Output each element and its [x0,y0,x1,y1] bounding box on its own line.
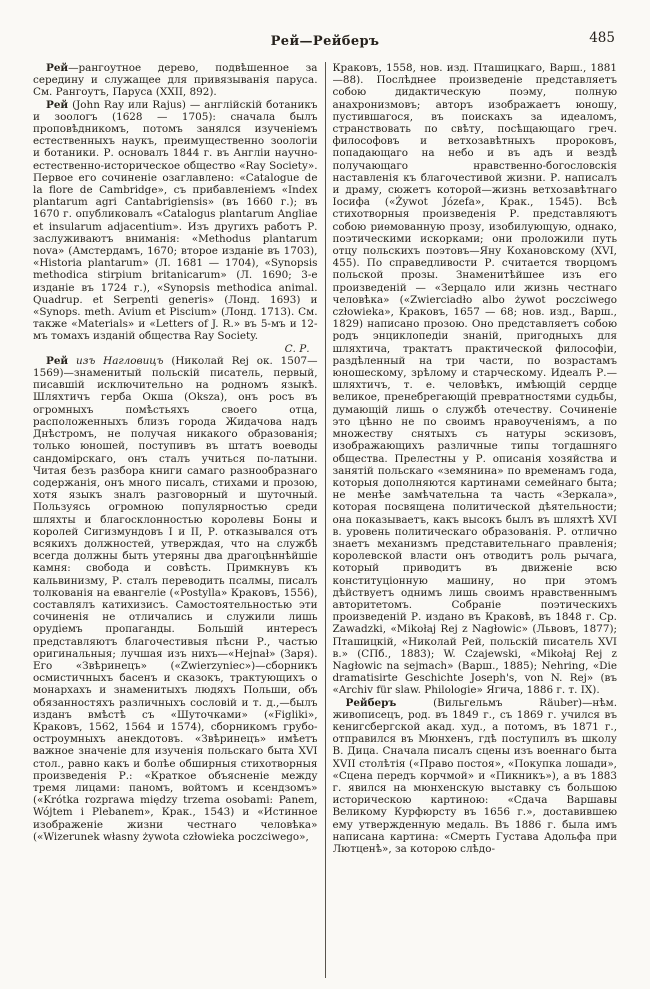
column-divider [325,62,326,978]
running-header-title: Рей—Рейберъ [270,34,380,49]
entry-headword: Рейберъ [345,696,397,709]
page-number: 485 [589,30,615,46]
entry-rei-spar: Рей—рангоутное дерево, подвѣшенное за середину и служащее для привязыванія паруса. См. Рангоутъ, Паруса (XXII, 892). [33,62,318,99]
entry-headword: Рей [46,62,69,74]
entry-rei-john-ray: Рей (John Ray или Rajus) — англійскій ботаникъ и зоологъ (1628 — 1705): сначала былъ проповѣдникомъ, потомъ занялся изученіемъ естественныхъ наукъ, преимущественно зоологіи и ботаники. Р. основалъ 1844 г. въ Англіи научно-естественно-историческое общество «Ray Society». Первое его сочиненіе озаглавлено: «Catalogue de la flore de Cambridge», съ прибавленіемъ «Index plantarum agri Cantabrigiensis» (въ 1660 г.); въ 1670 г. опубликовалъ «Catalogus plantarum Angliae et insularum adjacentium». Изъ другихъ работъ Р. заслуживаютъ вниманія: «Methodus plantarum nova» (Амстердамъ, 1670; второе изданіе въ 1703), «Historia plantarum» (Л. 1681 — 1704), «Synopsis methodica stirpium britanicarum» (Л. 1690; 3-е изданіе въ 1724 г.), «Synopsis methodica animal. Quadrup. et Serpenti generis» (Лонд. 1693) и «Synops. meth. Avium et Piscium» (Лонд. 1713). См. также «Materials» и «Letters of J. R.» въ 5-мъ и 12-мъ томахъ изданій общества Ray Society. [33,98,318,343]
author-signature: С. Р. [284,342,310,355]
entry-rei-iz-naglovits: Рей изъ Нагловицъ (Николай Rej ок. 1507—1569)—знаменитый польскій писатель, первый, писавшій исключительно на родномъ языкѣ. Шляхтичъ герба Окша (Oksza), онъ росъ въ огромныхъ помѣстьяхъ своего отца, расположенныхъ близъ города Жидачова надъ Днѣстромъ, не получая никакого образованія; только юношей, поступивъ въ штатъ воеводы сандомірскаго, онъ сталъ учиться по-латыни. Читая безъ разбора книги самаго разнообразнаго содержанія, онъ много писалъ, стихами и прозою, хотя языкъ зналъ разговорный и шуточный. Пользуясь огромною популярностью среди шляхты и благосклонностью королевы Боны и королей Сигизмундовъ I и II, Р. отказывался отъ всякихъ должностей, утверждая, что на службѣ всегда должны быть утеряны два драгоцѣннѣйшіе камня: свобода и совѣсть. Примкнувъ къ кальвинизму, Р. сталъ переводить псалмы, писалъ толкованія на евангеліе («Postylla» Краковъ, 1556), составлялъ катихизисъ. Самостоятельностью эти сочиненія не отличались и служили лишь орудіемъ пропаганды. Большій интересъ представляютъ благочестивыя пѣсни Р., частью оригинальныя; лучшая изъ нихъ—«Hejnał» (Заря). Его «Звѣринецъ» («Zwierzyniec»)—сборникъ осмистичныхъ басенъ и сказокъ, трактующихъ о монархахъ и знаменитыхъ людяхъ Польши, объ обязанностяхъ различныхъ сословій и т. д.,—былъ изданъ вмѣстѣ съ «Шуточками» («Figliki», Краковъ, 1562, 1564 и 1574), сборникомъ грубо-остроумныхъ анекдотовъ. «Звѣринецъ» имѣетъ важное значеніе для изученія польскаго быта XVI стол., равно какъ и болѣе обширныя стихотворныя произведенія Р.: «Краткое объясненіе между тремя лицами: паномъ, войтомъ и ксендзомъ» («Krótka rozprawa między trzema osobami: Panem, Wójtem i Plebanem», Крак., 1543) и «Истинное изображеніе жизни честнаго человѣка» («Wizerunek własny żywota człowieka poczciwego», [33,354,318,843]
entry-headword-qualifier: изъ Нагловицъ [68,354,164,367]
entry-rei-iz-naglovits-continuation: Краковъ, 1558, нов. изд. Пташицкаго, Варш., 1881—88). Послѣднее произведеніе представляетъ собою дидактическую поэму, полную анахронизмовъ; авторъ изображаетъ юношу, пустившагося, въ поискахъ за идеаломъ, странствовать по свѣту, посѣщающаго греч. философовъ и ветхозавѣтныхъ пророковъ, попадающаго на небо и въ адъ и вездѣ получающаго нравственно-богословскія наставленія къ благочестивой жизни. Р. написалъ и драму, сюжетъ которой—жизнь ветхозавѣтнаго Іосифа («Żywot Józefa», Крак., 1545). Всѣ стихотворныя произведенія Р. представляютъ собою риѳмованную прозу, изобилующую, однако, поэтическими искорками; они проложили путь отцу польскихъ поэтовъ—Яну Кохановскому (XVI, 455). По справедливости Р. считается творцомъ польской прозы. Знаменитѣйшее изъ его произведеній — «Зерцало или жизнь честнаго человѣка» («Zwierciadło albo żywot poczciwego człowieka», Краковъ, 1657 — 68; нов. изд., Варш., 1829) написано прозою. Оно представляетъ собою родъ энциклопедіи знаній, пригодныхъ для шляхтича, трактатъ практической философіи, раздѣленный на три части, по возрастамъ юношескому, зрѣлому и старческому. Идеалъ Р.—шляхтичъ, т. е. человѣкъ, имѣющій сердце великое, пренебрегающій превратностями судьбы, думающій лишь о службѣ отечеству. Сочиненіе это цѣнно не по своимъ нравоученіямъ, а по множеству снятыхъ съ натуры эскизовъ, изображающихъ различные типы тогдашняго общества. Прелестны у Р. описанія хозяйства и занятій польскаго «земянина» по временамъ года, которыя дополняются картинами семейнаго быта; не менѣе замѣчательна та часть «Зеркала», которая посвящена политической дѣятельности; она показываетъ, какъ высокъ былъ въ шляхтѣ XVI в. уровень политическаго образованія. Р. отлично знаетъ механизмъ представительнаго правленія; королевской власти онъ отводитъ роль рычага, который приводитъ въ движеніе всю конституціонную машину, но при этомъ дѣйствуетъ однимъ лишь своимъ нравственнымъ авторитетомъ. Собраніе поэтическихъ произведеній Р. издано въ Краковѣ, въ 1848 г. Ср. Zawadzki, «Mikołaj Rej z Nagłowic» (Львовъ, 1877); Пташицкій, «Николай Рей, польскій писатель XVI в.» (СПб., 1883); W. Czajewski, «Mikołaj Rej z Nagłowic na sejmach» (Варш., 1885); Nehring, «Die dramatisirte Geschichte Joseph's, von N. Rej» (въ «Archiv für slaw. Philologie» Ягича, 1886 г. т. IX). [332,62,617,697]
entry-headword: Рей [46,98,69,111]
left-column [33,62,318,978]
entry-headword: Рей [46,354,69,367]
right-column [333,62,618,978]
entry-reiber: Рейберъ (Вильгельмъ Räuber)—нѣм. живописецъ, род. въ 1849 г., съ 1869 г. учился въ кенигсбергской акад. худ., а потомъ, въ 1871 г., отправился въ Мюнхенъ, гдѣ поступилъ въ школу В. Дица. Сначала писалъ сцены изъ военнаго быта XVII столѣтія («Право постоя», «Покупка лошади», «Сцена передъ корчмой» и «Пикникъ»), а въ 1883 г. явился на мюнхенскую выставку съ большою историческою картиною: «Сдача Варшавы Великому Курфюрсту въ 1656 г.», доставившею ему утвержденную медаль. Въ 1886 г. была имъ написана картина: «Смерть Густава Адольфа при Лютценѣ», за которою слѣдо- [332,696,617,855]
running-header [33,30,617,50]
text-columns [33,62,617,978]
